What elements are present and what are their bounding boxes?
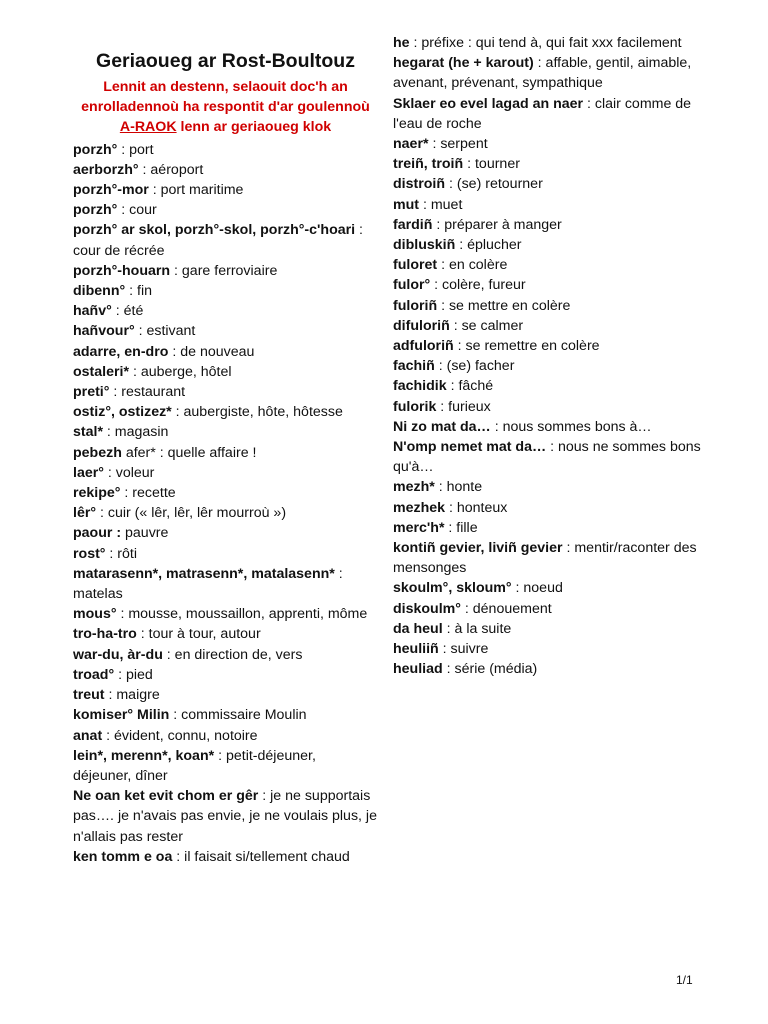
entry-definition: : mousse, moussaillon, apprenti, môme — [116, 606, 368, 623]
entry-definition: : il faisait si/tellement chaud — [172, 848, 350, 865]
entry-definition: : muet — [419, 196, 463, 213]
entry-term: treiñ, troiñ — [393, 156, 464, 173]
vocabulary-list-right — [393, 33, 723, 680]
entry-term: troad° — [73, 666, 115, 683]
entry-definition: : recette — [120, 485, 176, 502]
entry-term: hegarat (he + karout) — [393, 55, 534, 72]
entry-definition: : restaurant — [109, 384, 186, 401]
entry-definition: : préparer à manger — [432, 216, 562, 233]
entry-definition: : port — [117, 141, 154, 158]
entry-term: ostiz°, ostizez* — [73, 404, 172, 421]
entry-term: kontiñ gevier, liviñ gevier — [393, 540, 563, 557]
entry-definition: : (se) facher — [434, 358, 515, 375]
vocabulary-entry — [73, 402, 378, 422]
entry-definition: : fin — [125, 283, 152, 300]
entry-definition: : fille — [444, 519, 478, 536]
vocabulary-entry — [73, 443, 378, 463]
entry-term: hañvour° — [73, 323, 135, 340]
entry-term: fuloret — [393, 257, 438, 274]
entry-definition: : suivre — [438, 641, 489, 658]
entry-definition: : dénouement — [460, 600, 552, 617]
vocabulary-entry — [73, 483, 378, 503]
entry-definition: : clair comme de l'eau de roche — [393, 95, 692, 132]
entry-term: fulorik — [393, 398, 437, 415]
vocabulary-entry — [73, 180, 378, 200]
entry-term: skoulm°, skloum° — [393, 580, 512, 597]
vocabulary-entry — [393, 477, 723, 497]
entry-definition: : matelas — [73, 565, 343, 603]
entry-term: diskoulm° — [393, 600, 461, 617]
vocabulary-entry — [73, 847, 378, 867]
entry-definition: : gare ferroviaire — [170, 262, 278, 279]
entry-term: war-du, àr-du — [73, 646, 163, 663]
entry-definition: : de nouveau — [168, 343, 255, 360]
entry-term: difuloriñ — [393, 317, 450, 334]
vocabulary-entry — [393, 639, 723, 659]
vocabulary-entry — [73, 301, 378, 321]
vocabulary-entry — [393, 134, 723, 154]
page-number: 1/1 — [676, 973, 693, 987]
vocabulary-entry — [73, 624, 378, 644]
entry-term: N'omp nemet mat da… — [393, 439, 547, 456]
entry-definition: : tourner — [463, 156, 520, 173]
vocabulary-entry — [73, 321, 378, 341]
left-column — [73, 50, 378, 867]
entry-definition: : je ne supportais pas…. je n'avais pas envie, je ne voulais plus, je n'allais pas rester — [73, 788, 377, 845]
entry-term: heuliad — [393, 661, 443, 678]
vocabulary-entry — [73, 422, 378, 442]
entry-definition: : cuir (« lêr, lêr, lêr mourroù ») — [96, 505, 287, 522]
vocabulary-entry — [393, 538, 723, 578]
entry-definition: : évident, connu, notoire — [102, 727, 258, 744]
entry-term: lêr° — [73, 505, 97, 522]
entry-definition: : se mettre en colère — [437, 297, 571, 314]
vocabulary-entry — [73, 786, 378, 847]
entry-term: fachidik — [393, 378, 447, 395]
vocabulary-entry — [393, 296, 723, 316]
vocabulary-list-left — [73, 140, 378, 867]
vocabulary-entry — [73, 665, 378, 685]
entry-term: matarasenn*, matrasenn*, matalasenn* — [73, 565, 335, 582]
entry-definition: : série (média) — [442, 661, 538, 678]
vocabulary-entry — [73, 382, 378, 402]
entry-definition: : honteux — [445, 499, 508, 516]
vocabulary-entry — [73, 746, 378, 786]
entry-definition: : préfixe : qui tend à, qui fait xxx facilement — [409, 35, 682, 51]
vocabulary-entry — [393, 578, 723, 598]
entry-definition: : éplucher — [455, 237, 522, 254]
vocabulary-entry — [393, 356, 723, 376]
entry-definition: : mentir/raconter des mensonges — [393, 540, 697, 577]
entry-term: ostaleri* — [73, 363, 129, 380]
vocabulary-entry — [393, 33, 723, 53]
entry-definition: : fâché — [446, 378, 494, 395]
vocabulary-entry — [393, 53, 723, 93]
vocabulary-entry — [393, 215, 723, 235]
instructions-text-end: lenn ar geriaoueg klok — [176, 119, 332, 136]
entry-definition: afer* : quelle affaire ! — [121, 444, 257, 461]
entry-definition: : magasin — [102, 424, 169, 441]
entry-definition: pauvre — [121, 525, 169, 542]
entry-term: fardiñ — [393, 216, 433, 233]
entry-term: anat — [73, 727, 103, 744]
entry-definition: : petit-déjeuner, déjeuner, dîner — [73, 747, 316, 784]
vocabulary-entry — [393, 376, 723, 396]
vocabulary-entry — [73, 140, 378, 160]
entry-term: porzh°-houarn — [73, 262, 171, 279]
entry-definition: : en colère — [437, 257, 508, 274]
entry-definition: : cour de récrée — [73, 222, 363, 259]
entry-term: rekipe° — [73, 485, 121, 502]
entry-term: porzh° — [73, 141, 118, 158]
vocabulary-entry — [393, 336, 723, 356]
instructions-emphasis: A-RAOK — [119, 119, 177, 136]
entry-term: Ni zo mat da… — [393, 418, 491, 435]
instructions — [73, 77, 378, 138]
vocabulary-entry — [393, 154, 723, 174]
entry-term: mezh* — [393, 479, 435, 496]
entry-term: porzh°-mor — [73, 182, 149, 199]
entry-term: fulor° — [393, 277, 431, 294]
vocabulary-entry — [73, 261, 378, 281]
entry-term: Sklaer eo evel lagad an naer — [393, 95, 584, 112]
vocabulary-entry — [393, 275, 723, 295]
entry-term: porzh° — [73, 202, 118, 219]
vocabulary-entry — [393, 498, 723, 518]
entry-term: preti° — [73, 384, 110, 401]
entry-definition: : cour — [117, 202, 157, 219]
entry-term: komiser° Milin — [73, 707, 170, 724]
vocabulary-entry — [73, 200, 378, 220]
entry-term: tro-ha-tro — [73, 626, 137, 643]
vocabulary-entry — [393, 659, 723, 679]
entry-definition: : estivant — [134, 323, 196, 340]
vocabulary-entry — [73, 220, 378, 260]
vocabulary-entry — [393, 195, 723, 215]
entry-definition: : auberge, hôtel — [129, 363, 232, 380]
entry-term: heuliiñ — [393, 641, 439, 658]
entry-term: da heul — [393, 620, 443, 637]
entry-definition: : port maritime — [148, 182, 244, 199]
entry-term: fachiñ — [393, 358, 435, 375]
vocabulary-entry — [393, 518, 723, 538]
entry-definition: : aéroport — [138, 161, 204, 178]
right-column — [393, 33, 723, 680]
vocabulary-entry — [73, 564, 378, 604]
entry-term: aerborzh° — [73, 161, 139, 178]
entry-definition: : voleur — [103, 464, 155, 481]
entry-term: dibenn° — [73, 283, 126, 300]
vocabulary-entry — [73, 342, 378, 362]
entry-term: Ne oan ket evit chom er gêr — [73, 788, 259, 805]
entry-term: adfuloriñ — [393, 338, 454, 355]
vocabulary-entry — [393, 94, 723, 134]
vocabulary-entry — [393, 316, 723, 336]
entry-definition: : colère, fureur — [430, 277, 526, 294]
entry-term: laer° — [73, 464, 104, 481]
entry-term: hañv° — [73, 303, 112, 320]
vocabulary-entry — [393, 255, 723, 275]
entry-term: fuloriñ — [393, 297, 438, 314]
entry-definition: : honte — [434, 479, 483, 496]
vocabulary-entry — [393, 174, 723, 194]
vocabulary-entry — [73, 726, 378, 746]
vocabulary-entry — [393, 437, 723, 477]
entry-definition: : aubergiste, hôte, hôtesse — [171, 404, 343, 421]
entry-definition: : furieux — [436, 398, 491, 415]
entry-term: he — [393, 35, 410, 51]
vocabulary-entry — [73, 160, 378, 180]
entry-definition: : se remettre en colère — [453, 338, 600, 355]
vocabulary-entry — [73, 281, 378, 301]
vocabulary-entry — [73, 685, 378, 705]
entry-term: adarre, en-dro — [73, 343, 169, 360]
vocabulary-entry — [73, 463, 378, 483]
vocabulary-entry — [393, 599, 723, 619]
vocabulary-entry — [393, 619, 723, 639]
vocabulary-entry — [393, 235, 723, 255]
vocabulary-entry — [73, 645, 378, 665]
entry-definition: : nous ne sommes bons qu'à… — [393, 439, 701, 476]
entry-definition: : été — [111, 303, 144, 320]
entry-definition: : se calmer — [449, 317, 524, 334]
vocabulary-entry — [393, 417, 723, 437]
entry-term: mous° — [73, 606, 117, 623]
entry-term: pebezh — [73, 444, 122, 461]
entry-definition: : nous sommes bons à… — [490, 418, 652, 435]
vocabulary-entry — [73, 523, 378, 543]
vocabulary-entry — [73, 503, 378, 523]
entry-term: ken tomm e oa — [73, 848, 173, 865]
vocabulary-entry — [73, 705, 378, 725]
vocabulary-entry — [73, 604, 378, 624]
entry-term: treut — [73, 687, 105, 704]
entry-definition: : tour à tour, autour — [136, 626, 261, 643]
entry-term: lein*, merenn*, koan* — [73, 747, 215, 764]
entry-term: mezhek — [393, 499, 446, 516]
entry-definition: : affable, gentil, aimable, avenant, prévenant, sympathique — [393, 55, 692, 92]
entry-definition: : commissaire Moulin — [169, 707, 307, 724]
entry-definition: : à la suite — [442, 620, 512, 637]
entry-term: stal* — [73, 424, 103, 441]
entry-definition: : noeud — [511, 580, 563, 597]
entry-term: porzh° ar skol, porzh°-skol, porzh°-c'hoari — [73, 222, 356, 239]
entry-term: merc'h* — [393, 519, 445, 536]
entry-term: rost° — [73, 545, 106, 562]
entry-term: naer* — [393, 136, 429, 153]
entry-term: mut — [393, 196, 420, 213]
entry-definition: : maigre — [104, 687, 160, 704]
entry-definition: : en direction de, vers — [162, 646, 303, 663]
entry-definition: : pied — [114, 666, 153, 683]
instructions-text: Lennit an destenn, selaouit doc'h an enrolladennoù ha respontit d'ar goulennoù — [81, 79, 370, 116]
vocabulary-entry — [73, 362, 378, 382]
entry-definition: : (se) retourner — [445, 176, 543, 193]
entry-term: paour : — [73, 525, 122, 542]
entry-term: distroiñ — [393, 176, 446, 193]
entry-definition: : serpent — [428, 136, 488, 153]
entry-term: dibluskiñ — [393, 237, 456, 254]
vocabulary-entry — [393, 397, 723, 417]
entry-definition: : rôti — [105, 545, 138, 562]
document-title: Geriaoueg ar Rost-Boultouz — [96, 50, 355, 72]
vocabulary-entry — [73, 544, 378, 564]
